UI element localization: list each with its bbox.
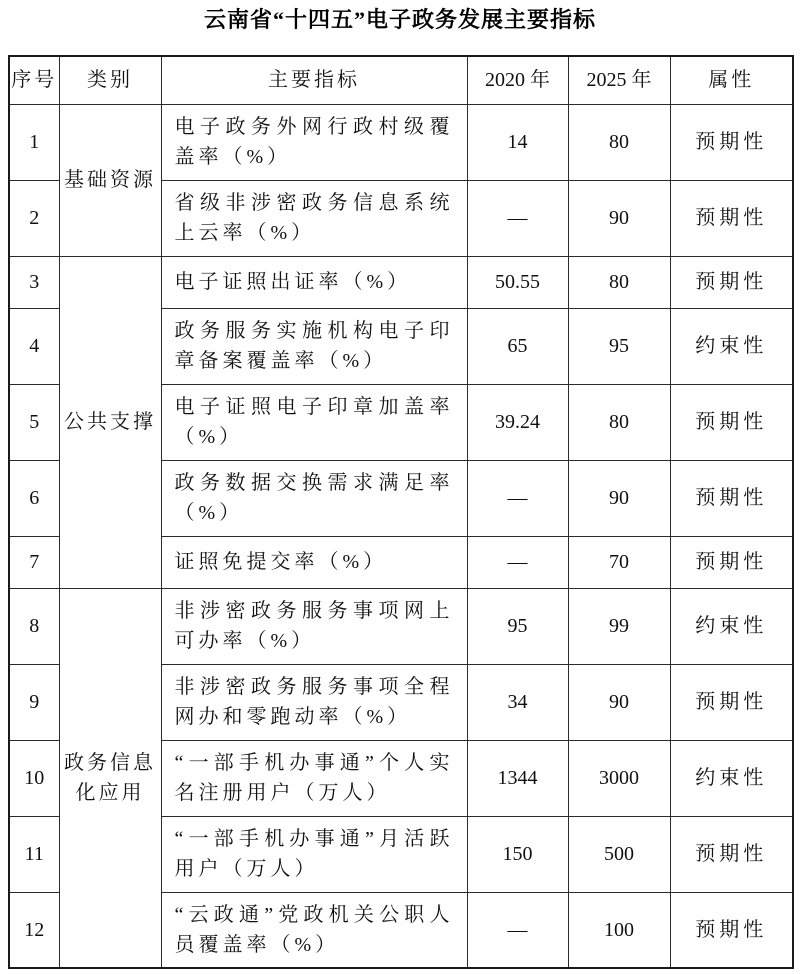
cell-attribute: 预期性: [670, 536, 793, 588]
cell-attribute: 约束性: [670, 588, 793, 664]
cell-2020: 39.24: [467, 384, 568, 460]
cell-2020: 65: [467, 308, 568, 384]
cell-2020: 34: [467, 664, 568, 740]
cell-attribute: 预期性: [670, 256, 793, 308]
indicators-table: [8, 55, 794, 969]
cell-2020: 14: [467, 104, 568, 180]
cell-indicator: 证照免提交率（%）: [161, 536, 467, 588]
cell-2025: 500: [568, 816, 670, 892]
cell-2025: 90: [568, 180, 670, 256]
cell-indicator: 非涉密政务服务事项网上可办率（%）: [161, 588, 467, 664]
cell-attribute: 预期性: [670, 664, 793, 740]
cell-attribute: 预期性: [670, 384, 793, 460]
cell-index: 3: [9, 256, 59, 308]
category-cell-basic-resources: 基础资源: [59, 104, 161, 256]
cell-attribute: 约束性: [670, 308, 793, 384]
table-row: [9, 256, 793, 308]
cell-2020: 50.55: [467, 256, 568, 308]
category-cell-public-support: 公共支撑: [59, 256, 161, 588]
cell-indicator: 政务服务实施机构电子印章备案覆盖率（%）: [161, 308, 467, 384]
cell-2020: —: [467, 180, 568, 256]
cell-attribute: 预期性: [670, 460, 793, 536]
cell-2025: 95: [568, 308, 670, 384]
cell-index: 7: [9, 536, 59, 588]
header-row: [9, 56, 793, 104]
table-header: [9, 56, 793, 104]
cell-2025: 90: [568, 664, 670, 740]
table-row: [9, 104, 793, 180]
cell-index: 12: [9, 892, 59, 968]
col-header-index: 序号: [9, 56, 59, 104]
cell-2020: 1344: [467, 740, 568, 816]
col-header-attribute: 属性: [670, 56, 793, 104]
cell-index: 6: [9, 460, 59, 536]
cell-indicator: “一部手机办事通”月活跃用户（万人）: [161, 816, 467, 892]
cell-2025: 100: [568, 892, 670, 968]
cell-index: 2: [9, 180, 59, 256]
table-row: [9, 588, 793, 664]
cell-attribute: 预期性: [670, 816, 793, 892]
cell-2025: 90: [568, 460, 670, 536]
cell-index: 9: [9, 664, 59, 740]
cell-2020: 95: [467, 588, 568, 664]
cell-index: 8: [9, 588, 59, 664]
cell-2025: 3000: [568, 740, 670, 816]
cell-indicator: “一部手机办事通”个人实名注册用户（万人）: [161, 740, 467, 816]
col-header-2020: 2020 年: [467, 56, 568, 104]
cell-2025: 80: [568, 104, 670, 180]
col-header-2025: 2025 年: [568, 56, 670, 104]
cell-2020: —: [467, 536, 568, 588]
cell-index: 1: [9, 104, 59, 180]
cell-2020: —: [467, 460, 568, 536]
cell-attribute: 预期性: [670, 180, 793, 256]
cell-index: 5: [9, 384, 59, 460]
cell-indicator: 非涉密政务服务事项全程网办和零跑动率（%）: [161, 664, 467, 740]
cell-attribute: 预期性: [670, 892, 793, 968]
cell-indicator: 省级非涉密政务信息系统上云率（%）: [161, 180, 467, 256]
cell-2025: 99: [568, 588, 670, 664]
col-header-category: 类别: [59, 56, 161, 104]
doc-title: 云南省“十四五”电子政务发展主要指标: [203, 7, 596, 32]
category-cell-egov-applications: 政务信息化应用: [59, 588, 161, 968]
cell-index: 10: [9, 740, 59, 816]
cell-2025: 80: [568, 256, 670, 308]
cell-attribute: 约束性: [670, 740, 793, 816]
table-body: [9, 104, 793, 968]
cell-indicator: 电子政务外网行政村级覆盖率（%）: [161, 104, 467, 180]
cell-indicator: 电子证照出证率（%）: [161, 256, 467, 308]
cell-indicator: 电子证照电子印章加盖率（%）: [161, 384, 467, 460]
cell-indicator: “云政通”党政机关公职人员覆盖率（%）: [161, 892, 467, 968]
cell-2025: 80: [568, 384, 670, 460]
cell-attribute: 预期性: [670, 104, 793, 180]
cell-index: 11: [9, 816, 59, 892]
cell-indicator: 政务数据交换需求满足率（%）: [161, 460, 467, 536]
cell-2020: —: [467, 892, 568, 968]
cell-2025: 70: [568, 536, 670, 588]
cell-index: 4: [9, 308, 59, 384]
col-header-indicator: 主要指标: [161, 56, 467, 104]
cell-2020: 150: [467, 816, 568, 892]
